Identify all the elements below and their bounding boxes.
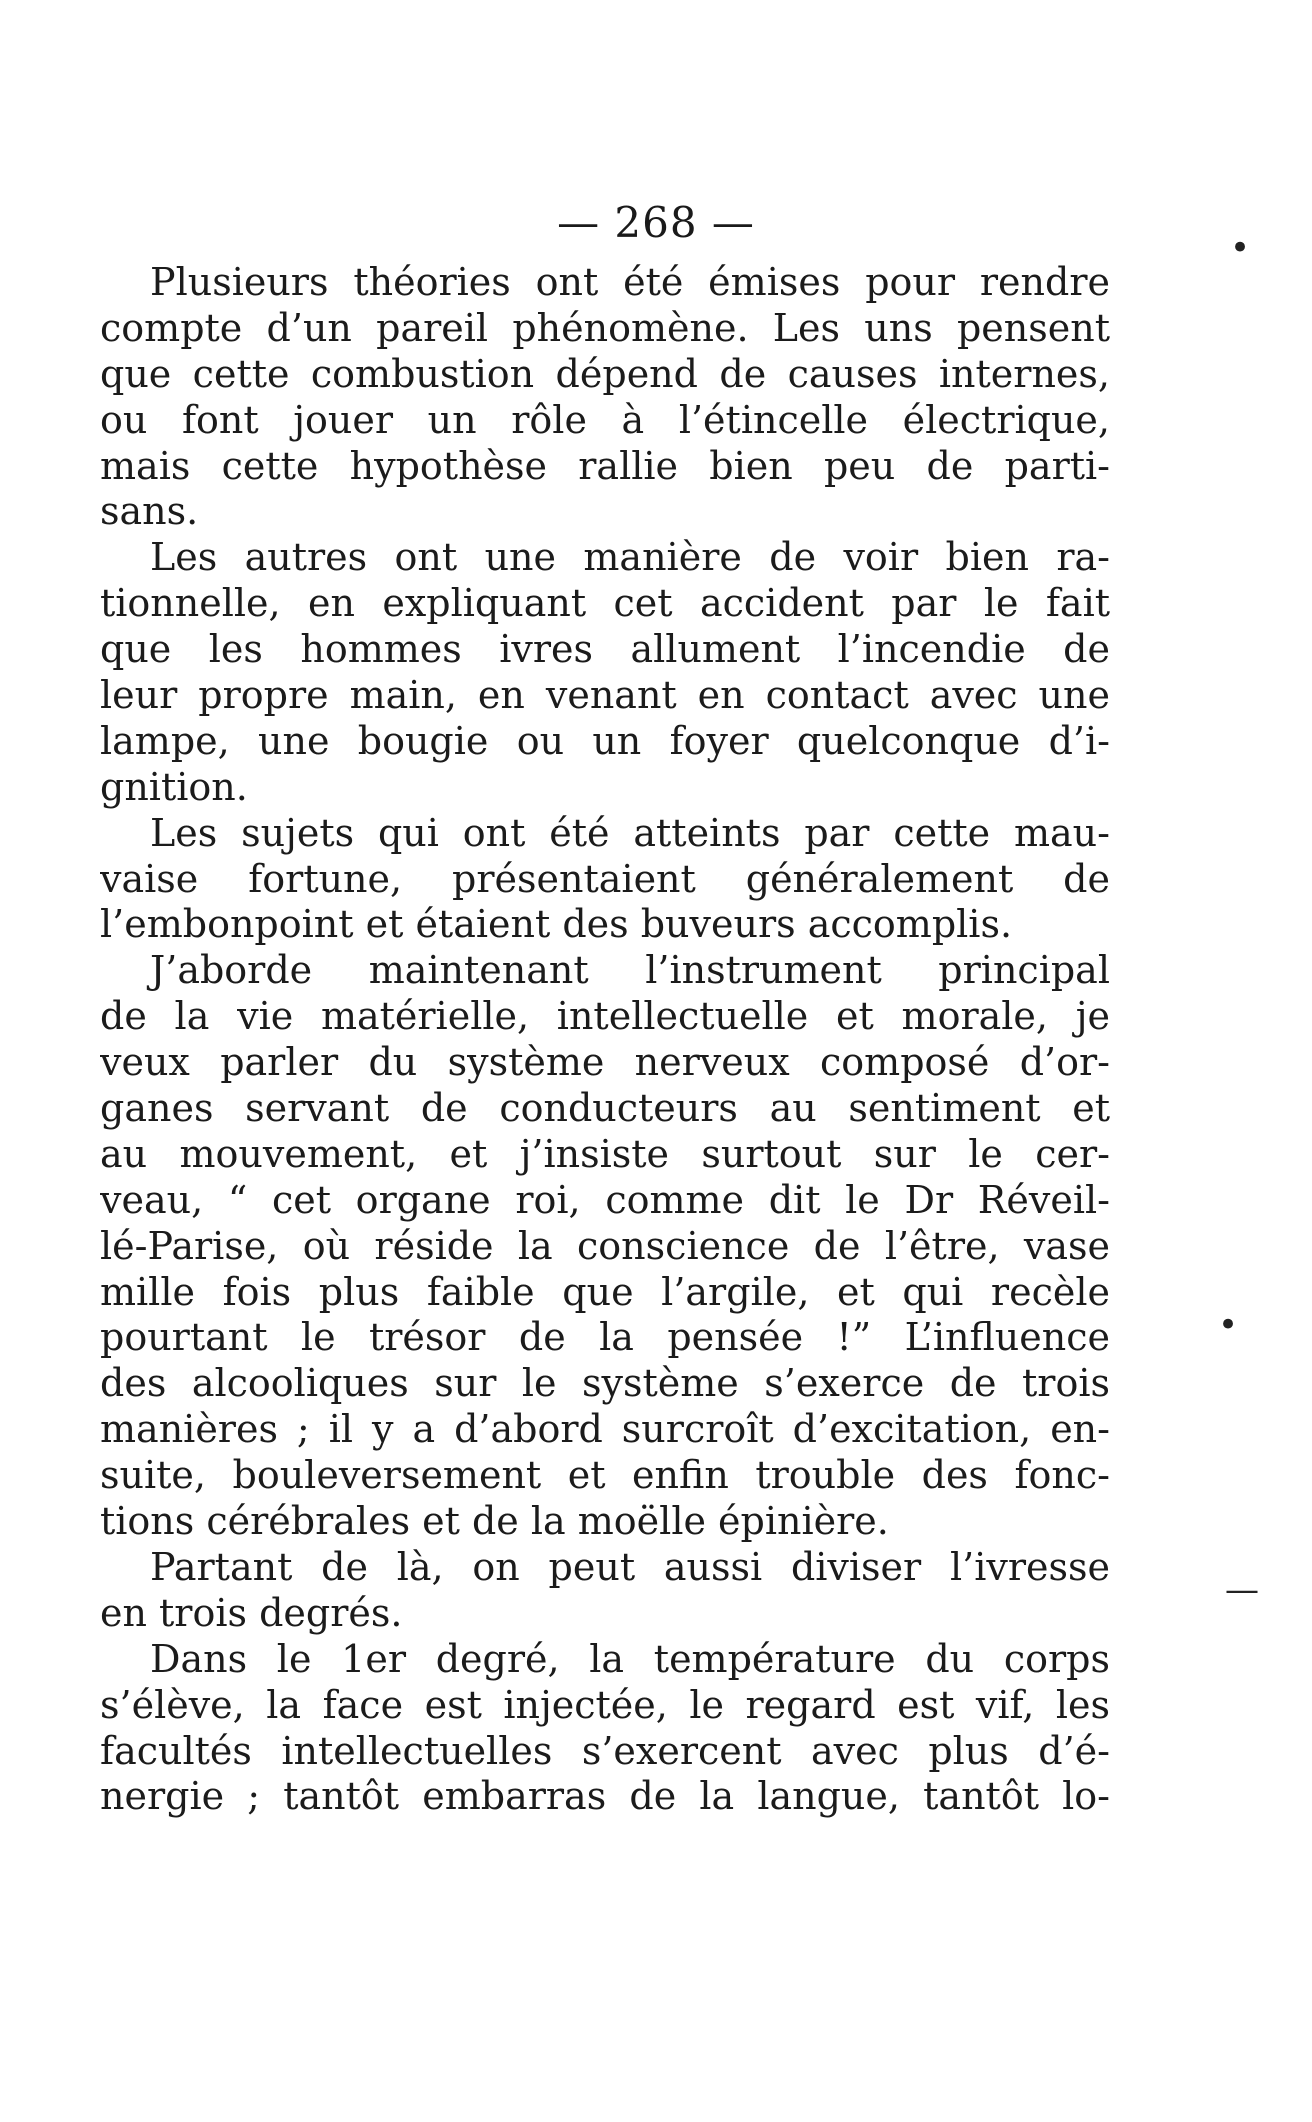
text-line: J’aborde maintenant l’instrument principal: [150, 948, 1110, 993]
text-line: manières ; il y a d’abord surcroît d’excitation, en-: [100, 1407, 1110, 1452]
text-line: ou font jouer un rôle à l’étincelle électrique,: [100, 397, 1110, 442]
text-line: vaise fortune, présentaient généralement de: [100, 856, 1110, 901]
text-line: Dans le 1er degré, la température du corps: [150, 1636, 1110, 1681]
text-line: Les autres ont une manière de voir bien ra-: [150, 535, 1110, 580]
text-line: gnition.: [100, 764, 248, 809]
text-line: ganes servant de conducteurs au sentiment et: [100, 1086, 1110, 1131]
text-line: Partant de là, on peut aussi diviser l’ivresse: [150, 1544, 1110, 1589]
text-line: Plusieurs théories ont été émises pour rendre: [150, 260, 1110, 304]
text-line: que les hommes ivres allument l’incendie de: [100, 627, 1110, 672]
text-line: tions cérébrales et de la moëlle épinière.: [100, 1499, 889, 1544]
text-line: veux parler du système nerveux composé d’or-: [100, 1040, 1110, 1085]
text-line: l’embonpoint et étaient des buveurs accomplis.: [100, 902, 1013, 947]
text-line: facultés intellectuelles s’exercent avec plus d’é-: [100, 1728, 1110, 1773]
text-line: lé-Parise, où réside la conscience de l’être, vase: [100, 1223, 1110, 1268]
text-line: que cette combustion dépend de causes internes,: [100, 351, 1110, 396]
text-line: lampe, une bougie ou un foyer quelconque d’i-: [100, 718, 1110, 763]
margin-dash-mark: —: [1225, 1570, 1259, 1610]
text-line: au mouvement, et j’insiste surtout sur le cer-: [100, 1131, 1110, 1176]
text-line: leur propre main, en venant en contact avec une: [100, 673, 1110, 718]
text-line: compte d’un pareil phénomène. Les uns pensent: [100, 305, 1110, 350]
text-line: Les sujets qui ont été atteints par cette mau-: [150, 810, 1110, 855]
text-line: suite, bouleversement et enfin trouble des fonc-: [100, 1453, 1110, 1498]
text-line: de la vie matérielle, intellectuelle et morale, je: [100, 994, 1110, 1039]
text-line: sans.: [100, 489, 199, 534]
text-line: mille fois plus faible que l’argile, et qui recèle: [100, 1269, 1110, 1314]
text-line: veau, “ cet organe roi, comme dit le Dr Réveil-: [100, 1177, 1110, 1222]
text-line: mais cette hypothèse rallie bien peu de parti-: [100, 443, 1110, 488]
margin-dot-mark: •: [1230, 228, 1251, 268]
text-line: tionnelle, en expliquant cet accident par le fait: [100, 581, 1110, 626]
text-line: en trois degrés.: [100, 1590, 403, 1635]
text-line: s’élève, la face est injectée, le regard est vif, les: [100, 1682, 1110, 1727]
margin-dot-mark: •: [1218, 1305, 1239, 1345]
text-line: des alcooliques sur le système s’exerce de trois: [100, 1361, 1110, 1406]
text-line: nergie ; tantôt embarras de la langue, tantôt lo-: [100, 1774, 1110, 1819]
text-line: pourtant le trésor de la pensée !” L’influence: [100, 1315, 1110, 1360]
page-number: — 268 —: [557, 198, 755, 247]
body-text: [100, 260, 1110, 1820]
